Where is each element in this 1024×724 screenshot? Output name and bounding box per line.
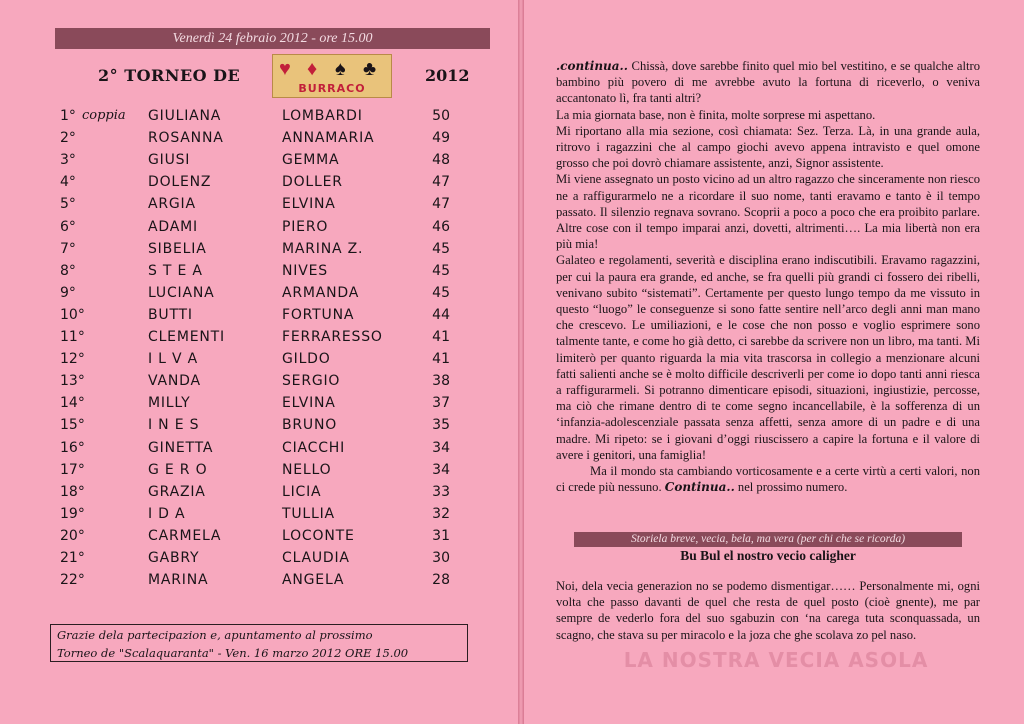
score: 45 bbox=[432, 262, 450, 279]
ranking-position: 8° bbox=[60, 262, 76, 279]
player-2: DOLLER bbox=[282, 174, 343, 191]
ranking-position: 6° bbox=[60, 218, 76, 235]
ranking-position: 4° bbox=[60, 174, 76, 191]
thanks-line-2: Torneo de "Scalaquaranta" - Ven. 16 marzo 2012 ORE 15.00 bbox=[57, 646, 409, 660]
ranking-row bbox=[0, 506, 518, 528]
player-1: VANDA bbox=[148, 373, 201, 390]
player-2: LOMBARDI bbox=[282, 108, 363, 124]
player-2: GEMMA bbox=[282, 152, 340, 169]
coppia-label: coppia bbox=[82, 108, 126, 123]
player-1: SIBELIA bbox=[148, 240, 207, 257]
date-banner: Venerdì 24 febraio 2012 - ore 15.00 bbox=[55, 28, 490, 49]
player-2: ELVINA bbox=[282, 196, 336, 213]
ranking-row bbox=[0, 130, 518, 152]
ranking-row bbox=[0, 219, 518, 241]
score: 47 bbox=[432, 174, 450, 191]
player-2: TULLIA bbox=[282, 505, 335, 522]
player-1: GRAZIA bbox=[148, 483, 206, 500]
player-1: I L V A bbox=[148, 351, 199, 368]
player-1: GIULIANA bbox=[148, 108, 222, 124]
player-1: I D A bbox=[148, 505, 186, 522]
thanks-line-1: Grazie dela partecipazion e, apuntamento al prossimo bbox=[57, 628, 373, 642]
ranking-row bbox=[0, 285, 518, 307]
score: 45 bbox=[432, 240, 450, 257]
player-1: DOLENZ bbox=[148, 174, 212, 191]
ranking-row bbox=[0, 484, 518, 506]
ranking-position: 3° bbox=[60, 152, 76, 169]
score: 41 bbox=[432, 329, 450, 345]
continua-close: Continua.. bbox=[664, 480, 735, 495]
diamond-icon: ♦ bbox=[307, 58, 318, 80]
player-2: CIACCHI bbox=[282, 439, 346, 456]
ranking-row bbox=[0, 329, 518, 351]
player-1: ARGIA bbox=[148, 196, 196, 213]
score: 28 bbox=[432, 572, 450, 589]
score: 33 bbox=[432, 483, 450, 500]
score: 32 bbox=[432, 505, 450, 522]
ranking-position: 20° bbox=[60, 527, 85, 544]
story-continuation bbox=[556, 58, 980, 495]
ranking-position: 17° bbox=[60, 461, 85, 478]
player-2: ANGELA bbox=[282, 572, 345, 589]
ranking-row bbox=[0, 528, 518, 550]
ranking-position: 19° bbox=[60, 505, 85, 522]
player-1: MARINA bbox=[148, 572, 209, 589]
ranking-row bbox=[0, 108, 518, 130]
ranking-row bbox=[0, 263, 518, 285]
ranking-row bbox=[0, 174, 518, 196]
ranking-position: 21° bbox=[60, 550, 85, 566]
score: 49 bbox=[432, 130, 450, 147]
ranking-position: 7° bbox=[60, 240, 76, 257]
player-1: LUCIANA bbox=[148, 284, 215, 301]
score: 46 bbox=[432, 218, 450, 235]
score: 34 bbox=[432, 461, 450, 478]
player-1: GINETTA bbox=[148, 439, 214, 456]
story-paragraph-1: Noi, dela vecia generazion no se podemo dismentigar…… Personalmente mi, ogni volta che passo davanti de quel che resta de quel posto (cioè gnente), me par sempre de vederlo fora del suo sgabuzin con ‘na carega tuta sconquassada, un scagno, che stava su per miracolo e la joza che ghe scolava zo pel naso. bbox=[556, 579, 980, 642]
player-2: LOCONTE bbox=[282, 527, 355, 544]
ranking-row bbox=[0, 351, 518, 373]
ranking-position: 9° bbox=[60, 284, 76, 301]
ranking-row bbox=[0, 307, 518, 329]
ranking-position: 5° bbox=[60, 196, 76, 213]
tournament-title bbox=[60, 58, 480, 98]
player-2: PIERO bbox=[282, 218, 329, 235]
player-1: G E R O bbox=[148, 461, 208, 478]
player-1: ADAMI bbox=[148, 218, 198, 235]
ranking-position: 22° bbox=[60, 572, 85, 589]
ranking-position: 11° bbox=[60, 329, 85, 345]
score: 41 bbox=[432, 351, 450, 368]
ranking-row bbox=[0, 196, 518, 218]
player-1: GABRY bbox=[148, 550, 200, 566]
thanks-box bbox=[50, 624, 468, 662]
player-2: CLAUDIA bbox=[282, 550, 350, 566]
ranking-position: 13° bbox=[60, 373, 85, 390]
score: 45 bbox=[432, 284, 450, 301]
player-2: ELVINA bbox=[282, 395, 336, 412]
ranking-position: 18° bbox=[60, 483, 85, 500]
player-1: CLEMENTI bbox=[148, 329, 225, 345]
ranking-position: 2° bbox=[60, 130, 76, 147]
ranking-row bbox=[0, 572, 518, 594]
ranking-row bbox=[0, 462, 518, 484]
ranking-position: 1° bbox=[60, 108, 76, 124]
burraco-logo bbox=[272, 54, 392, 98]
score: 48 bbox=[432, 152, 450, 169]
showthrough-text: LA NOSTRA VECIA ASOLA bbox=[623, 648, 929, 672]
player-1: BUTTI bbox=[148, 306, 193, 323]
score: 34 bbox=[432, 439, 450, 456]
player-2: NELLO bbox=[282, 461, 332, 478]
player-1: GIUSI bbox=[148, 152, 191, 169]
score: 37 bbox=[432, 395, 450, 412]
ranking-row bbox=[0, 152, 518, 174]
player-2: BRUNO bbox=[282, 417, 338, 434]
player-2: FORTUNA bbox=[282, 306, 355, 323]
paragraph-3: Mi riportano alla mia sezione, così chiamata: Sez. Terza. Là, in una grande aula, ritrovo i ragazzini che al campo giochi avevo appena intravisto e quel omone grosso che poi dovrò chiamare assistente, anzi, Signor assistente. bbox=[556, 123, 980, 171]
story-banner: Storiela breve, vecia, bela, ma vera (per chi che se ricorda) bbox=[574, 532, 962, 547]
ranking-position: 12° bbox=[60, 351, 85, 368]
spade-icon: ♠ bbox=[335, 58, 346, 80]
title-text: 2° TORNEO DE bbox=[98, 66, 241, 85]
ranking-row bbox=[0, 550, 518, 572]
score: 30 bbox=[432, 550, 450, 566]
player-1: CARMELA bbox=[148, 527, 222, 544]
player-2: ARMANDA bbox=[282, 284, 360, 301]
ranking-row bbox=[0, 241, 518, 263]
score: 50 bbox=[432, 108, 450, 124]
player-1: S T E A bbox=[148, 262, 203, 279]
ranking-row bbox=[0, 417, 518, 439]
player-2: GILDO bbox=[282, 351, 331, 368]
title-year: 2012 bbox=[425, 66, 470, 85]
paragraph-5: Galateo e regolamenti, severità e disciplina erano indiscutibili. Eravamo ragazzini, per cui la paura era grande, ed anche, se fra quelli più grandi ci fossero dei ribelli, venivano subito “sistemati”. Certamente per questo lungo tempo da me vissuto in questo “luogo” le conseguenze si sono fatte sentire nell’arco degli anni man mano che crescevo. Le umiliazioni, e le cose che non posso e voglio esprimere sono talmente tante, e come ho già detto, ci sarebbe da scrivere non un libro, ma tanti. Mi limiterò per quanto riguarda la mia vita trascorsa in collegio a menzionare alcuni fatti salienti anche se è molto difficile descriverli per come io dopo tanti anni riesca a raffigurarmeli. Si potranno dimenticare episodi, situazioni, ingiustizie, percosse, ma ciò che rimane dentro di te come segno incancellabile, è la sofferenza di un ‘infanzia-adolescenziale passata senza affetti, senza amore di un padre e di una madre. Mi ripeto: se i giovani d’oggi riuscissero a capire la fortuna e il valore di avere i genitori, una famiglia! bbox=[556, 253, 980, 462]
ranking-row bbox=[0, 395, 518, 417]
score: 31 bbox=[432, 527, 450, 544]
logo-word: BURRACO bbox=[298, 82, 366, 95]
player-2: SERGIO bbox=[282, 373, 341, 390]
player-2: NIVES bbox=[282, 262, 328, 279]
score: 47 bbox=[432, 196, 450, 213]
player-1: ROSANNA bbox=[148, 130, 224, 147]
ranking-position: 16° bbox=[60, 439, 85, 456]
player-1: I N E S bbox=[148, 417, 200, 434]
paragraph-1: .continua.. Chissà, dove sarebbe finito quel mio bel vestitino, e se qualche altro bambino più povero di me avrebbe avuto la fortuna di riceverlo, o veniva accantonato lì, fra tanti altri? bbox=[556, 59, 980, 106]
club-icon: ♣ bbox=[363, 58, 377, 80]
player-2: FERRARESSO bbox=[282, 329, 383, 345]
ranking-row bbox=[0, 440, 518, 462]
score: 44 bbox=[432, 306, 450, 323]
ranking-row bbox=[0, 373, 518, 395]
score: 35 bbox=[432, 417, 450, 434]
player-2: MARINA Z. bbox=[282, 240, 364, 257]
player-2: ANNAMARIA bbox=[282, 130, 375, 147]
continua-open: .continua.. bbox=[556, 59, 628, 73]
story-body bbox=[556, 578, 980, 643]
paragraph-6: Ma il mondo sta cambiando vorticosamente e a certe virtù a certi valori, non ci crede più nessuno. Continua.. nel prossimo numero. bbox=[556, 464, 980, 495]
ranking-position: 14° bbox=[60, 395, 85, 412]
heart-icon: ♥ bbox=[279, 58, 291, 80]
paragraph-2: La mia giornata base, non è finita, molte sorprese mi aspettano. bbox=[556, 107, 876, 122]
ranking-position: 10° bbox=[60, 306, 85, 323]
story-title: Bu Bul el nostro vecio caligher bbox=[680, 548, 856, 563]
ranking-position: 15° bbox=[60, 417, 85, 434]
score: 38 bbox=[432, 373, 450, 390]
player-2: LICIA bbox=[282, 483, 322, 500]
paragraph-4: Mi viene assegnato un posto vicino ad un altro ragazzo che sinceramente non riesco ne a raffigurarmelo ne a ricordare il suo nome, tanti eravamo e tanto è il tempo passato. Il silenzio regnava sovrano. Scoprii a poco a poco che era proibito parlare. Altre cose con il tempo imparai anzi, dovetti, altrimenti…. La mia libertà non era più mia! bbox=[556, 172, 980, 252]
player-1: MILLY bbox=[148, 395, 191, 412]
